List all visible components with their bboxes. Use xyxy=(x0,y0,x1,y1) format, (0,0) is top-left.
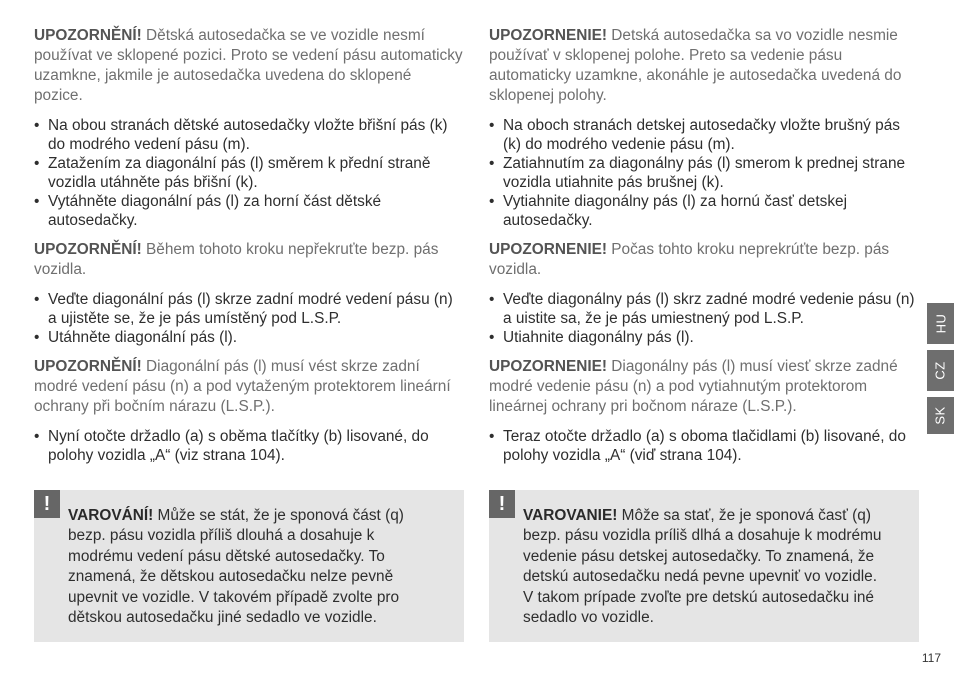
list-item: • Utiahnite diagonálny pás (l). xyxy=(489,328,919,347)
note-label: UPOZORNĚNÍ! xyxy=(34,27,142,44)
note-belt-twist xyxy=(34,240,464,280)
instruction-list xyxy=(489,116,919,230)
note-label: UPOZORNĚNÍ! xyxy=(34,358,142,375)
note-text: Diagonální pás (l) musí vést skrze zadní modré vedení pásu (n) a pod vytaženým protektorem lineární ochrany při bočním nárazu (L.S.P.). xyxy=(34,358,451,415)
language-tab-hu xyxy=(927,303,954,344)
instruction-list xyxy=(34,290,464,347)
list-item: • Nyní otočte držadlo (a) s oběma tlačítky (b) lisované, do polohy vozidla „A“ (viz strana 104). xyxy=(34,427,464,465)
note-label: UPOZORNENIE! xyxy=(489,27,607,44)
list-item: • Zatažením za diagonální pás (l) směrem k přední straně vozidla utáhněte pás břišní (k). xyxy=(34,154,464,192)
column-czech xyxy=(34,26,464,475)
instruction-list xyxy=(34,116,464,230)
note-label: UPOZORNENIE! xyxy=(489,241,607,258)
list-item: • Na oboch stranách detskej autosedačky vložte brušný pás (k) do modrého vedenie pásu (m). xyxy=(489,116,919,154)
note-text: Dětská autosedačka se ve vozidle nesmí používat ve sklopené pozici. Proto se vedení pásu automaticky uzamkne, jakmile je autosedačka uvedena do sklopené pozice. xyxy=(34,27,463,104)
list-item: • Teraz otočte držadlo (a) s oboma tlačidlami (b) lisované, do polohy vozidla „A“ (viď strana 104). xyxy=(489,427,919,465)
list-item: • Vytiahnite diagonálny pás (l) za hornú časť detskej autosedačky. xyxy=(489,192,919,230)
note-text: Počas tohto kroku neprekrúťte bezp. pás vozidla. xyxy=(489,241,890,278)
instruction-list xyxy=(489,427,919,465)
language-tab-cz xyxy=(927,350,954,391)
list-item: • Vytáhněte diagonální pás (l) za horní část dětské autosedačky. xyxy=(34,192,464,230)
exclamation-icon: ! xyxy=(34,490,60,518)
list-item: • Veďte diagonální pás (l) skrze zadní modré vedení pásu (n) a ujistěte se, že je pás umístěný pod L.S.P. xyxy=(34,290,464,328)
page-number: 117 xyxy=(921,651,941,665)
note-label: UPOZORNĚNÍ! xyxy=(34,241,142,258)
list-item: • Veďte diagonálny pás (l) skrz zadné modré vedenie pásu (n) a uistite sa, že je pás umiestnený pod L.S.P. xyxy=(489,290,919,328)
warning-text xyxy=(523,506,883,628)
list-item: • Zatiahnutím za diagonálny pás (l) smerom k prednej strane vozidla utiahnite pás brušnej (k). xyxy=(489,154,919,192)
note-seat-recline xyxy=(489,26,919,106)
note-seat-recline xyxy=(34,26,464,106)
warning-box-czech xyxy=(34,490,464,642)
column-slovak xyxy=(489,26,919,475)
language-tab-label: HU xyxy=(933,313,948,334)
note-belt-twist xyxy=(489,240,919,280)
instruction-list xyxy=(34,427,464,465)
warning-body: Může se stát, že je sponová část (q) bezp. pásu vozidla příliš dlouhá a dosahuje k modrému vedení pásu dětské autosedačky. To znamená, že dětskou autosedačku nelze pevně upevnit ve vozidle. V takovém případě zvolte pro dětskou autosedačku jiné sedadlo ve vozidle. xyxy=(68,507,404,627)
note-diagonal-belt xyxy=(489,357,919,417)
language-tab-sk xyxy=(927,397,954,434)
warning-label: VAROVÁNÍ! xyxy=(68,507,154,524)
warning-label: VAROVANIE! xyxy=(523,507,618,524)
list-item: • Utáhněte diagonální pás (l). xyxy=(34,328,464,347)
instruction-list xyxy=(489,290,919,347)
language-tab-label: SK xyxy=(933,406,948,425)
warning-text xyxy=(68,506,428,628)
note-text: Detská autosedačka sa vo vozidle nesmie používať v sklopenej polohe. Preto sa vedenie pásu automaticky uzamkne, akonáhle je autosedačka uvedená do sklopenej polohy. xyxy=(489,27,902,104)
list-item: • Na obou stranách dětské autosedačky vložte břišní pás (k) do modrého vedení pásu (m). xyxy=(34,116,464,154)
note-diagonal-belt xyxy=(34,357,464,417)
warning-box-slovak xyxy=(489,490,919,642)
language-tab-label: CZ xyxy=(933,361,948,380)
note-text: Během tohoto kroku nepřekruťte bezp. pás vozidla. xyxy=(34,241,439,278)
exclamation-icon: ! xyxy=(489,490,515,518)
warning-body: Môže sa stať, že je sponová časť (q) bezp. pásu vozidla príliš dlhá a dosahuje k modrému vedenie pásu detskej autosedačky. To znamená, že detskú autosedačku nedá pevne upevniť vo vozidle. V takom prípade zvoľte pre detskú autosedačku iné sedadlo vo vozidle. xyxy=(523,507,882,627)
note-text: Diagonálny pás (l) musí viesť skrze zadné modré vedenie pásu (n) a pod vytiahnutým protektorom lineárnej ochrany pri bočnom náraze (L.S.P.). xyxy=(489,358,898,415)
note-label: UPOZORNENIE! xyxy=(489,358,607,375)
